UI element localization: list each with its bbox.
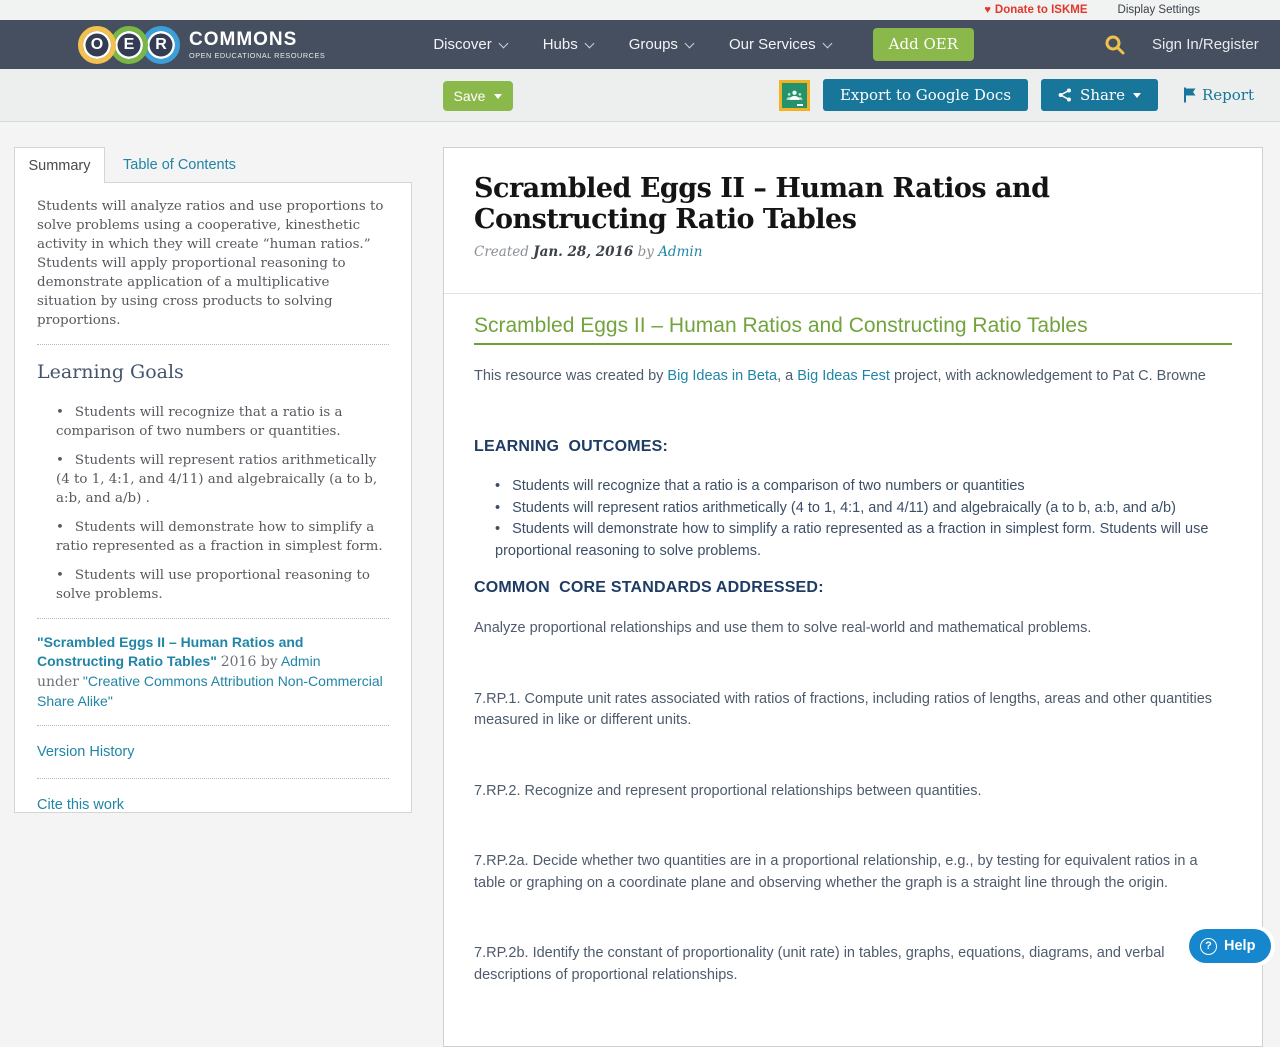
divider — [37, 618, 389, 619]
attribution-title-link[interactable]: "Scrambled Eggs II – Human Ratios and Constructing Ratio Tables" — [37, 634, 304, 669]
question-icon: ? — [1200, 938, 1217, 955]
caret-down-icon — [494, 94, 502, 99]
nav-links — [433, 36, 830, 53]
author-link[interactable]: Admin — [658, 244, 703, 260]
nav-item-groups[interactable]: Groups — [629, 36, 693, 53]
paragraph: Analyze proportional relationships and use them to solve real-world and mathematical problems. — [474, 620, 1092, 636]
donate-label: Donate to ISKME — [994, 4, 1088, 16]
donate-link[interactable] — [984, 4, 1087, 16]
paragraph: 7.RP.2b. Identify the constant of proportionality (unit rate) in tables, graphs, equations, diagrams, and verbal descriptions of proportional relationships. — [474, 945, 1169, 983]
created-line: Created Jan. 28, 2016 by Admin — [474, 244, 703, 260]
created-date: Jan. 28, 2016 — [533, 244, 634, 260]
logo-circle-r: R — [142, 26, 180, 64]
resource-toolbar — [0, 69, 1280, 122]
google-classroom-icon — [782, 83, 807, 108]
display-settings-link[interactable]: Display Settings — [1117, 4, 1200, 16]
attribution-block: "Scrambled Eggs II – Human Ratios and Constructing Ratio Tables" 2016 by Admin under "Creative Commons Attribution Non-Commercial Share Alike" — [37, 634, 383, 709]
license-link[interactable]: "Creative Commons Attribution Non-Commercial Share Alike" — [37, 673, 383, 709]
resource-content — [444, 294, 1262, 1016]
utility-bar — [0, 0, 1280, 20]
add-oer-button[interactable]: Add OER — [873, 28, 974, 61]
chevron-down-icon — [822, 38, 832, 48]
toolbar-right-group — [779, 79, 1254, 111]
paragraph: 7.RP.2. Recognize and represent proportional relationships between quantities. — [474, 782, 982, 799]
report-link[interactable]: Report — [1183, 86, 1254, 104]
paragraph: 7.RP.2a. Decide whether two quantities are in a proportional relationship, e.g., by testing for equivalent ratios in a table or graphing on a coordinate plane and observing whether the graph is a straight line through the origin. — [474, 853, 1202, 891]
share-icon — [1058, 88, 1072, 102]
version-history-link[interactable]: Version History — [37, 744, 135, 760]
logo-text — [189, 30, 325, 59]
resource-main-card — [443, 147, 1263, 1047]
help-button[interactable]: ? Help — [1189, 929, 1271, 963]
divider — [37, 778, 389, 779]
nav-item-hubs[interactable]: Hubs — [543, 36, 593, 53]
save-button[interactable]: Save — [443, 81, 513, 111]
google-classroom-button[interactable] — [779, 80, 810, 111]
search-button[interactable] — [1104, 34, 1126, 56]
logo-brand: COMMONS — [189, 28, 298, 50]
caret-down-icon — [1133, 93, 1141, 98]
share-button[interactable]: Share — [1041, 79, 1158, 111]
big-ideas-in-beta-link[interactable]: Big Ideas in Beta — [667, 368, 778, 384]
list-item: • Students will demonstrate how to simplify a ratio represented as a fraction in simplest form. — [37, 518, 389, 556]
list-item: • Students will demonstrate how to simplify a ratio represented as a fraction in simplest form. Students will use proportional reasoning to solve problems. — [474, 519, 1232, 562]
heart-icon — [984, 4, 991, 16]
nav-item-our-services[interactable]: Our Services — [729, 36, 831, 53]
search-icon — [1104, 34, 1126, 56]
chevron-down-icon — [584, 38, 594, 48]
tab-summary[interactable]: Summary — [14, 147, 105, 183]
resource-header — [444, 148, 1262, 294]
summary-text: Students will analyze ratios and use proportions to solve problems using a cooperative, kinesthetic activity in which they will create “human ratios.” Students will apply proportional reasoning to demonstrate application of a multiplicative situation by using cross products to solving proportions. — [37, 199, 384, 328]
divider — [37, 725, 389, 726]
chevron-down-icon — [498, 38, 508, 48]
tab-table-of-contents[interactable]: Table of Contents — [123, 157, 236, 173]
standards-heading: COMMON CORE STANDARDS ADDRESSED: — [474, 579, 824, 596]
oer-commons-logo[interactable] — [78, 26, 325, 64]
big-ideas-fest-link[interactable]: Big Ideas Fest — [797, 368, 890, 384]
page-title: Scrambled Eggs II – Human Ratios and Constructing Ratio Tables — [474, 173, 1050, 235]
logo-circle-e: E — [110, 26, 148, 64]
chevron-down-icon — [684, 38, 694, 48]
main-navbar — [0, 20, 1280, 69]
section-heading: Scrambled Eggs II – Human Ratios and Constructing Ratio Tables — [474, 314, 1232, 345]
summary-sidebar — [14, 182, 412, 813]
credit-line: This resource was created by Big Ideas in Beta, a Big Ideas Fest project, with acknowledgement to Pat C. Browne — [474, 368, 1206, 384]
attribution-author-link[interactable]: Admin — [280, 653, 321, 669]
list-item: • Students will recognize that a ratio is a comparison of two numbers or quantities. — [37, 403, 389, 441]
learning-goals-list — [37, 403, 389, 604]
standards-paragraphs — [474, 618, 1232, 986]
nav-item-discover[interactable]: Discover — [433, 36, 506, 53]
flag-icon — [1183, 87, 1196, 103]
learning-outcomes-list — [474, 476, 1232, 562]
sidebar-tabs — [14, 147, 254, 183]
learning-goals-title: Learning Goals — [37, 361, 184, 383]
logo-circle-o: O — [78, 26, 116, 64]
export-google-docs-button[interactable]: Export to Google Docs — [823, 79, 1028, 111]
paragraph: 7.RP.1. Compute unit rates associated with ratios of fractions, including ratios of lengths, areas and other quantities measured in like or different units. — [474, 690, 1217, 728]
cite-this-work-link[interactable]: Cite this work — [37, 797, 125, 813]
list-item: • Students will use proportional reasoning to solve problems. — [37, 566, 389, 604]
list-item: • Students will recognize that a ratio is a comparison of two numbers or quantities — [474, 476, 1232, 498]
list-item: • Students will represent ratios arithmetically (4 to 1, 4:1, and 4/11) and algebraically (a to b, a:b, and a/b) — [474, 498, 1232, 520]
list-item: • Students will represent ratios arithmetically (4 to 1, 4:1, and 4/11) and algebraically (a to b, a:b, and a/b) . — [37, 451, 389, 508]
logo-tagline: OPEN EDUCATIONAL RESOURCES — [189, 50, 326, 60]
sign-in-register-link[interactable]: Sign In/Register — [1152, 36, 1259, 53]
divider — [37, 344, 389, 345]
logo-circles — [78, 26, 180, 64]
learning-outcomes-heading: LEARNING OUTCOMES: — [474, 438, 669, 455]
